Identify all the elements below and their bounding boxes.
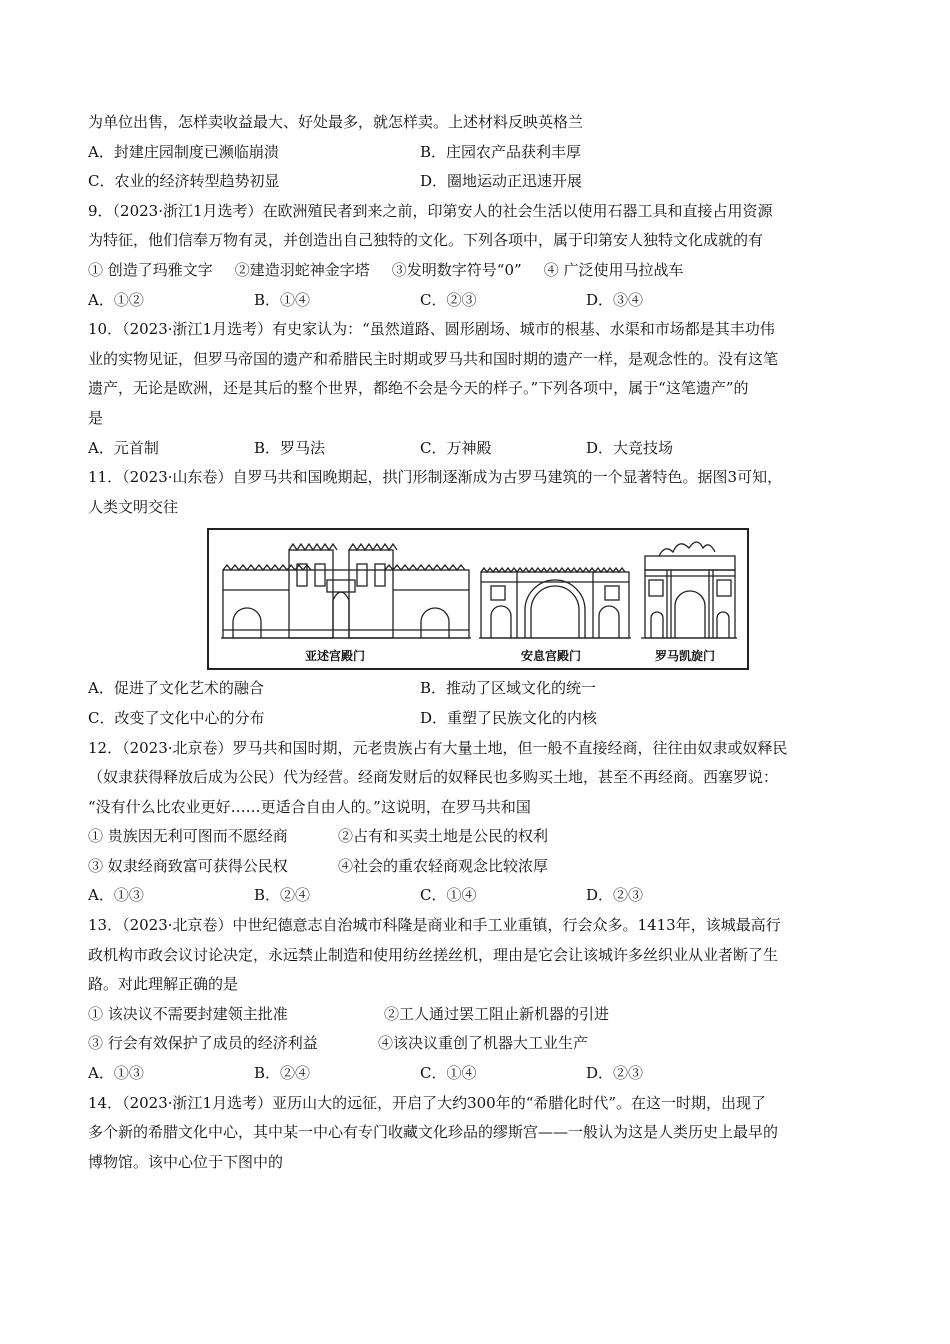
q13-item-1: ① 该决议不需要封建领主批准 — [88, 1004, 288, 1023]
q9-items — [88, 256, 868, 286]
q13-option-c[interactable]: C．①④ — [420, 1064, 477, 1083]
caption-assyrian-gate: 亚述宫殿门 — [305, 649, 366, 664]
q12-option-a[interactable]: A．①③ — [88, 886, 144, 905]
intro-text: 为单位出售，怎样卖收益最大、好处最多，就怎样卖。上述材料反映英格兰 — [88, 113, 584, 131]
q12-item-4: ④社会的重农轻商观念比较浓厚 — [338, 856, 549, 875]
q9-option-c[interactable]: C．②③ — [420, 290, 477, 309]
q12-stem-line: “没有什么比农业更好……更适合自由人的。”这说明，在罗马共和国 — [88, 797, 531, 816]
option-c[interactable]: C．农业的经济转型趋势初显 — [88, 172, 280, 191]
q11-option-d[interactable]: D．重塑了民族文化的内核 — [420, 708, 598, 727]
q13-stem-line: 13．（2023·北京卷）中世纪德意志自治城市科隆是商业和手工业重镇，行会众多。1413年，该城最高行 — [88, 916, 781, 935]
q10-option-b[interactable]: B．罗马法 — [254, 438, 326, 457]
q12-items-row-1 — [88, 822, 868, 852]
q13-items-row-1 — [88, 1000, 868, 1030]
q13-options — [88, 1059, 868, 1089]
q10-option-a[interactable]: A．元首制 — [88, 438, 159, 457]
q9-stem-line: 9．（2023·浙江1月选考）在欧洲殖民者到来之前，印第安人的社会生活以使用石器工具和直接占用资源 — [88, 201, 773, 220]
q12-stem-line: 12．（2023·北京卷）罗马共和国时期，元老贵族占有大量土地，但一般不直接经商，往往由奴隶或奴释民 — [88, 738, 788, 757]
q12-item-2: ②占有和买卖土地是公民的权利 — [338, 827, 549, 846]
q12-option-d[interactable]: D．②③ — [586, 886, 644, 905]
gate-illustration — [207, 528, 749, 670]
q13-stem-line: 路。对此理解正确的是 — [88, 975, 239, 994]
q11-option-c[interactable]: C．改变了文化中心的分布 — [88, 708, 265, 727]
caption-roman-arch: 罗马凯旋门 — [655, 649, 716, 664]
q10-option-c[interactable]: C．万神殿 — [420, 438, 492, 457]
q14-stem-line: 14．（2023·浙江1月选考）亚历山大的远征，开启了大约300年的“希腊化时代”。在这一时期，出现了 — [88, 1093, 767, 1112]
q9-stem-line: 为特征，他们信奉万物有灵，并创造出自己独特的文化。下列各项中，属于印第安人独特文化成就的有 — [88, 231, 764, 250]
q11-options-row-1 — [88, 674, 868, 704]
q13-item-4: ④该决议重创了机器大工业生产 — [378, 1034, 589, 1053]
caption-parthian-gate: 安息宫殿门 — [521, 649, 582, 664]
option-d[interactable]: D．圈地运动正迅速开展 — [420, 172, 583, 191]
q11-stem-line: 11．（2023·山东卷）自罗马共和国晚期起，拱门形制逐渐成为古罗马建筑的一个显著特色。据图3可知， — [88, 468, 783, 487]
q10-stem-line: 10．（2023·浙江1月选考）有史家认为：“虽然道路、圆形剧场、城市的根基、水渠和市场都是其丰功伟 — [88, 320, 775, 339]
q9-item-4: ④ 广泛使用马拉战车 — [543, 260, 684, 279]
q12-option-c[interactable]: C．①④ — [420, 886, 477, 905]
q13-option-a[interactable]: A．①③ — [88, 1064, 144, 1083]
roman-arch-drawing — [641, 542, 737, 638]
q9-option-b[interactable]: B．①④ — [254, 290, 311, 309]
q13-stem-line: 政机构市政会议讨论决定，永远禁止制造和使用纺丝搓丝机，理由是它会让该城许多丝织业从业者断了生 — [88, 945, 779, 964]
q10-stem-line: 遗产，无论是欧洲，还是其后的整个世界，都绝不会是今天的样子。”下列各项中，属于“这笔遗产”的 — [88, 379, 749, 398]
q9-item-2: ②建造羽蛇神金字塔 — [234, 260, 370, 279]
q14-stem-line: 多个新的希腊文化中心，其中某一中心有专门收藏文化珍品的缪斯宫——一般认为这是人类历史上最早的 — [88, 1123, 779, 1142]
q11-stem-line: 人类文明交往 — [88, 497, 179, 516]
q12-item-1: ① 贵族因无利可图而不愿经商 — [88, 827, 288, 846]
q12-stem-line: （奴隶获得释放后成为公民）代为经营。经商发财后的奴释民也多购买土地，甚至不再经商。西塞罗说： — [88, 768, 779, 787]
q9-item-1: ① 创造了玛雅文字 — [88, 260, 213, 279]
q12-options — [88, 881, 868, 911]
q9-item-3: ③发明数字符号“0” — [391, 260, 522, 279]
q9-options — [88, 286, 868, 316]
q9-option-a[interactable]: A．①② — [88, 290, 144, 309]
intro-options-row-1 — [88, 138, 868, 168]
q10-stem-line: 业的实物见证，但罗马帝国的遗产和希腊民主时期或罗马共和国时期的遗产一样，是观念性的。没有这笔 — [88, 349, 779, 368]
q11-option-a[interactable]: A．促进了文化艺术的融合 — [88, 679, 264, 698]
q13-option-b[interactable]: B．②④ — [254, 1064, 311, 1083]
q13-item-2: ②工人通过罢工阻止新机器的引进 — [384, 1004, 610, 1023]
q10-stem-line: 是 — [88, 408, 104, 427]
q12-item-3: ③ 奴隶经商致富可获得公民权 — [88, 856, 288, 875]
option-b[interactable]: B．庄园农产品获利丰厚 — [420, 142, 582, 161]
exam-page — [88, 108, 868, 1177]
intro-options-row-2 — [88, 167, 868, 197]
parthian-gate-drawing — [479, 568, 631, 638]
q10-options — [88, 434, 868, 464]
q12-option-b[interactable]: B．②④ — [254, 886, 311, 905]
q13-option-d[interactable]: D．②③ — [586, 1064, 644, 1083]
q11-option-b[interactable]: B．推动了区域文化的统一 — [420, 679, 597, 698]
assyrian-gate-drawing — [221, 544, 471, 638]
q13-items-row-2 — [88, 1029, 868, 1059]
q9-option-d[interactable]: D．③④ — [586, 290, 644, 309]
q10-option-d[interactable]: D．大竞技场 — [586, 438, 674, 457]
q12-items-row-2 — [88, 852, 868, 882]
figure-3-wrapper — [88, 528, 868, 670]
q11-options-row-2 — [88, 704, 868, 734]
q13-item-3: ③ 行会有效保护了成员的经济利益 — [88, 1034, 318, 1053]
option-a[interactable]: A．封建庄园制度已濒临崩溃 — [88, 142, 279, 161]
q14-stem-line: 博物馆。该中心位于下图中的 — [88, 1152, 284, 1171]
